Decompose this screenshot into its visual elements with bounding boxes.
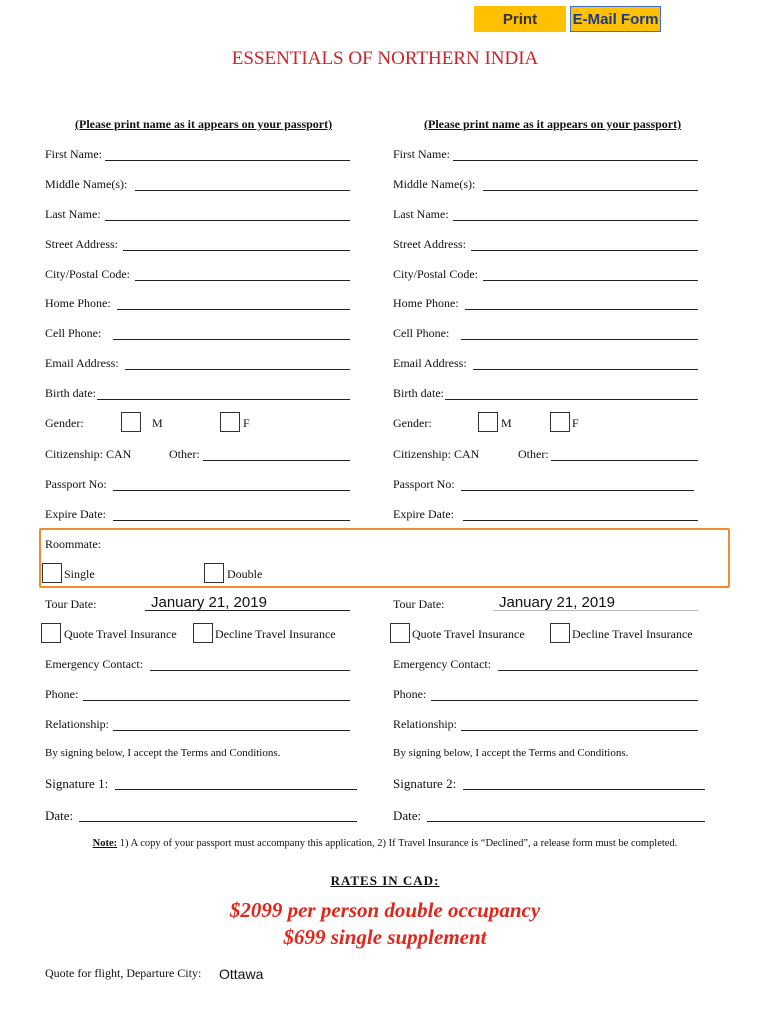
departure-city-value[interactable]: Ottawa	[219, 966, 264, 982]
checkbox-label: Double	[227, 567, 263, 581]
field-label: Birth date:	[45, 386, 96, 400]
checkbox-label: Decline Travel Insurance	[215, 627, 336, 641]
left-birth-date-field[interactable]	[45, 386, 350, 404]
field-label: Gender:	[45, 416, 84, 430]
right-decline-insurance-checkbox[interactable]	[550, 623, 570, 643]
right-phone-field[interactable]	[393, 687, 698, 705]
field-label: Cell Phone:	[393, 326, 450, 340]
field-label: Citizenship: CAN	[45, 447, 132, 461]
right-street-field[interactable]	[393, 237, 698, 255]
input-line[interactable]	[135, 190, 350, 191]
field-label: Relationship:	[393, 717, 457, 731]
left-tour-date-field[interactable]	[45, 594, 350, 615]
input-line[interactable]	[431, 700, 698, 701]
email-form-button[interactable]: E-Mail Form	[570, 6, 661, 32]
field-label: Citizenship: CAN	[393, 447, 480, 461]
tour-date-value: January 21, 2019	[151, 594, 267, 611]
left-gender-f-checkbox[interactable]	[220, 412, 240, 432]
right-email-field[interactable]	[393, 356, 698, 374]
input-line[interactable]	[97, 399, 350, 400]
input-line[interactable]	[125, 369, 350, 370]
field-label: Tour Date:	[393, 597, 445, 611]
input-line[interactable]	[463, 520, 698, 521]
field-label: Signature 1:	[45, 776, 109, 791]
input-line[interactable]	[445, 399, 698, 400]
roommate-single-checkbox[interactable]	[42, 563, 62, 583]
right-middle-name-field[interactable]	[393, 177, 698, 195]
left-home-phone-field[interactable]	[45, 296, 350, 314]
input-line[interactable]	[461, 339, 698, 340]
checkbox-label: Single	[64, 567, 95, 581]
note-prefix: Note:	[92, 838, 118, 849]
input-line[interactable]	[115, 789, 357, 790]
left-phone-field[interactable]	[45, 687, 350, 705]
input-line[interactable]	[79, 821, 357, 822]
right-tour-date-field[interactable]	[393, 594, 698, 615]
input-line[interactable]	[105, 220, 350, 221]
field-label: City/Postal Code:	[45, 267, 131, 281]
input-line[interactable]	[461, 730, 698, 731]
left-passport-header: (Please print name as it appears on your passport)	[75, 117, 333, 131]
price-double: $2099 per person double occupancy	[229, 898, 541, 922]
left-passport-field[interactable]	[45, 477, 350, 495]
right-emergency-contact-field[interactable]	[393, 657, 698, 675]
field-label: Other:	[518, 447, 549, 461]
checkbox-label: M	[501, 416, 512, 430]
field-label: Passport No:	[45, 477, 107, 491]
note-text	[0, 838, 770, 849]
left-citizenship-field[interactable]	[45, 447, 350, 465]
left-gender-field	[45, 416, 350, 434]
price-single: $699 single supplement	[283, 925, 487, 949]
roommate-double-checkbox[interactable]	[204, 563, 224, 583]
input-line[interactable]	[453, 160, 698, 161]
left-relationship-field[interactable]	[45, 717, 350, 735]
left-middle-name-field[interactable]	[45, 177, 350, 195]
checkbox-label: Quote Travel Insurance	[412, 627, 525, 641]
left-last-name-field[interactable]	[45, 207, 350, 225]
left-quote-insurance-checkbox[interactable]	[41, 623, 61, 643]
field-label: Street Address:	[393, 237, 466, 251]
left-email-field[interactable]	[45, 356, 350, 374]
field-label: Email Address:	[393, 356, 467, 370]
left-signature-field[interactable]	[45, 776, 357, 794]
field-label: Street Address:	[45, 237, 118, 251]
field-label: Signature 2:	[393, 776, 457, 791]
input-line[interactable]	[117, 309, 350, 310]
right-gender-m-checkbox[interactable]	[478, 412, 498, 432]
field-label: Last Name:	[393, 207, 449, 221]
input-line[interactable]	[551, 460, 698, 461]
field-label: Phone:	[45, 687, 79, 701]
right-expire-date-field[interactable]	[393, 507, 698, 525]
input-line[interactable]	[473, 369, 698, 370]
note-body: 1) A copy of your passport must accompany this application, 2) If Travel Insurance is “Declined”, a release form must be completed.	[117, 838, 678, 849]
field-label: Relationship:	[45, 717, 109, 731]
checkbox-label: Decline Travel Insurance	[572, 627, 693, 641]
field-label: Other:	[169, 447, 200, 461]
input-line[interactable]	[498, 670, 698, 671]
field-label: City/Postal Code:	[393, 267, 479, 281]
left-gender-m-checkbox[interactable]	[121, 412, 141, 432]
tour-date-value: January 21, 2019	[499, 594, 615, 611]
checkbox-label: M	[152, 416, 163, 430]
field-label: Passport No:	[393, 477, 455, 491]
left-decline-insurance-checkbox[interactable]	[193, 623, 213, 643]
field-label: Middle Name(s):	[45, 177, 128, 191]
input-line[interactable]	[427, 821, 705, 822]
input-line[interactable]	[461, 490, 694, 491]
left-city-field[interactable]	[45, 267, 350, 285]
quote-flight-field[interactable]	[45, 966, 345, 984]
left-expire-date-field[interactable]	[45, 507, 350, 525]
checkbox-label: F	[572, 416, 579, 430]
left-street-field[interactable]	[45, 237, 350, 255]
right-last-name-field[interactable]	[393, 207, 698, 225]
input-line[interactable]	[453, 220, 698, 221]
right-signature-field[interactable]	[393, 776, 705, 794]
right-passport-header: (Please print name as it appears on your passport)	[424, 117, 682, 131]
right-date-field[interactable]	[393, 808, 705, 826]
input-line[interactable]	[113, 520, 350, 521]
field-label: Expire Date:	[45, 507, 106, 521]
right-cell-phone-field[interactable]	[393, 326, 698, 344]
input-line[interactable]	[483, 280, 698, 281]
field-label: Tour Date:	[45, 597, 97, 611]
left-emergency-contact-field[interactable]	[45, 657, 350, 675]
field-label: Date:	[393, 808, 422, 823]
field-label: Emergency Contact:	[45, 657, 144, 671]
field-label: Last Name:	[45, 207, 101, 221]
right-relationship-field[interactable]	[393, 717, 698, 735]
right-home-phone-field[interactable]	[393, 296, 698, 314]
roommate-label: Roommate:	[45, 537, 101, 551]
page-title: ESSENTIALS OF NORTHERN INDIA	[231, 48, 539, 69]
field-label: Middle Name(s):	[393, 177, 476, 191]
field-label: Date:	[45, 808, 74, 823]
field-label: Email Address:	[45, 356, 119, 370]
field-label: Gender:	[393, 416, 432, 430]
rates-heading: RATES IN CAD:	[330, 873, 440, 888]
input-line[interactable]	[105, 160, 350, 161]
field-label: Phone:	[393, 687, 427, 701]
input-line[interactable]	[135, 280, 350, 281]
right-quote-insurance-checkbox[interactable]	[390, 623, 410, 643]
right-terms-text: By signing below, I accept the Terms and Conditions.	[393, 747, 629, 759]
left-first-name-field[interactable]	[45, 147, 350, 165]
left-cell-phone-field[interactable]	[45, 326, 350, 344]
input-line[interactable]	[113, 730, 350, 731]
input-line[interactable]	[150, 670, 350, 671]
left-date-field[interactable]	[45, 808, 357, 826]
input-line[interactable]	[113, 339, 350, 340]
field-label: Birth date:	[393, 386, 444, 400]
left-terms-text: By signing below, I accept the Terms and Conditions.	[45, 747, 281, 759]
right-gender-f-checkbox[interactable]	[550, 412, 570, 432]
right-gender-field	[393, 416, 698, 434]
right-passport-field[interactable]	[393, 477, 694, 495]
right-birth-date-field[interactable]	[393, 386, 698, 404]
field-label: First Name:	[45, 147, 102, 161]
input-line[interactable]	[483, 190, 698, 191]
input-line[interactable]	[83, 700, 350, 701]
input-line[interactable]	[465, 309, 698, 310]
checkbox-label: Quote Travel Insurance	[64, 627, 177, 641]
input-line[interactable]	[123, 250, 350, 251]
field-label: Emergency Contact:	[393, 657, 492, 671]
field-label: Cell Phone:	[45, 326, 102, 340]
checkbox-label: F	[243, 416, 250, 430]
field-label: Quote for flight, Departure City:	[45, 966, 202, 980]
field-label: Home Phone:	[393, 296, 459, 310]
field-label: Home Phone:	[45, 296, 111, 310]
field-label: Expire Date:	[393, 507, 454, 521]
input-line[interactable]	[471, 250, 698, 251]
input-line[interactable]	[463, 789, 705, 790]
input-line[interactable]	[113, 490, 350, 491]
field-label: First Name:	[393, 147, 450, 161]
input-line[interactable]	[203, 460, 350, 461]
print-button[interactable]: Print	[474, 6, 566, 32]
right-first-name-field[interactable]	[393, 147, 698, 165]
roommate-section	[39, 528, 730, 588]
right-city-field[interactable]	[393, 267, 698, 285]
right-citizenship-field[interactable]	[393, 447, 698, 465]
